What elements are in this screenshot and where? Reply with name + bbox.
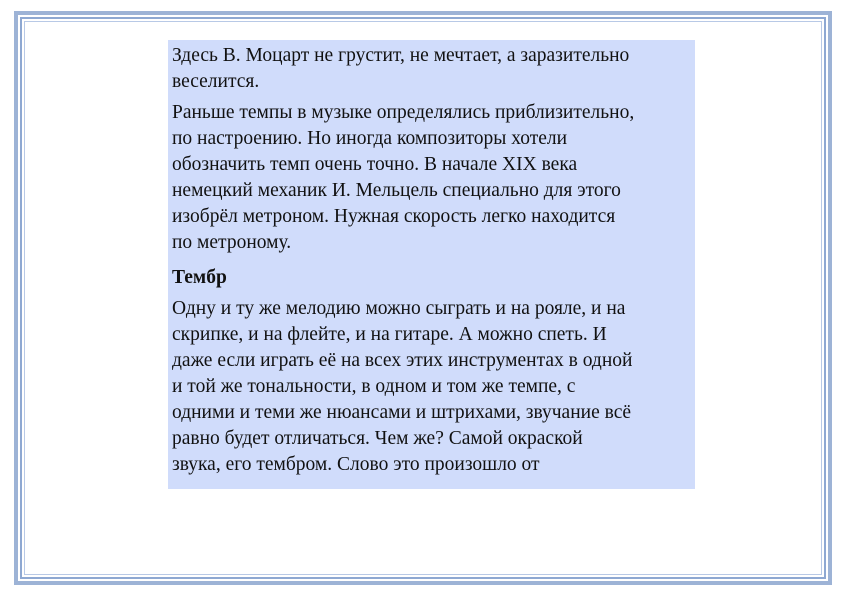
section-heading-timbre: Тембр <box>172 267 227 288</box>
paragraph-tempo: Раньше темпы в музыке определялись приблизительно, по настроению. Но иногда композиторы хотели обозначить темп очень точно. В начале XIX века немецкий механик И. Мельцель специально для этого изобрёл метроном. Нужная скорость легко находится по метроному. <box>172 102 635 253</box>
paragraph-timbre: Одну и ту же мелодию можно сыграть и на рояле, и на скрипке, и на флейте, и на гитаре. А можно спеть. И даже если играть её на всех этих инструментах в одной и той же тональности, в одном и том же темпе, с одними и теми же нюансами и штрихами, звучание всё равно будет отличаться. Чем же? Самой окраской звука, его тембром. Слово это произошло от <box>172 298 633 475</box>
paragraph-mozart: Здесь В. Моцарт не грустит, не мечтает, а заразительно веселится. <box>172 45 630 92</box>
text-block <box>168 40 695 489</box>
